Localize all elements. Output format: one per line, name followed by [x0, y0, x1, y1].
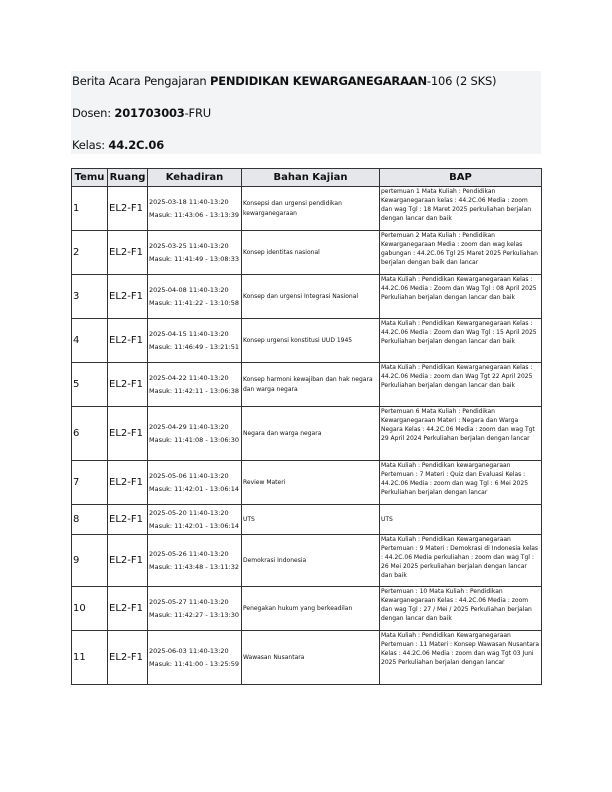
table-row — [72, 231, 542, 275]
column-header-ruang: Ruang — [108, 169, 148, 187]
lecturer-id: 201703003 — [114, 106, 185, 120]
meeting-number: 5 — [72, 363, 108, 407]
room: EL2-F1 — [108, 587, 148, 631]
schedule-time: 2025-04-08 11:40-13:20 — [149, 285, 229, 294]
schedule-time: 2025-03-25 11:40-13:20 — [149, 241, 229, 250]
report-title — [72, 74, 496, 88]
study-topic: Konsep urgensi konstitusi UUD 1945 — [242, 319, 380, 363]
attendance-cell — [148, 631, 242, 685]
room: EL2-F1 — [108, 505, 148, 535]
check-in-time: Masuk: 11:41:49 - 13:08:33 — [149, 254, 239, 263]
check-in-time: Masuk: 11:41:22 - 13:10:58 — [149, 298, 239, 307]
room: EL2-F1 — [108, 631, 148, 685]
check-in-time: Masuk: 11:42:01 - 13:06:14 — [149, 484, 239, 493]
lecturer-code: -FRU — [184, 106, 211, 120]
room: EL2-F1 — [108, 461, 148, 505]
study-topic: Konsep identitas nasional — [242, 231, 380, 275]
check-in-time: Masuk: 11:42:01 - 13:06:14 — [149, 521, 239, 530]
table-row — [72, 631, 542, 685]
bap-notes: Mata Kuliah : Pendidikan Kewarganegaraan Pertemuan : 9 Materi : Demokrasi di Indonesia kelas : 44.2C.06 Media perkuliahan : zoom dan wag Tgl : 26 Mei 2025 perkuliahan berjalan dengan lancar dan baik — [380, 535, 542, 587]
meeting-number: 10 — [72, 587, 108, 631]
check-in-time: Masuk: 11:42:11 - 13:06:38 — [149, 386, 239, 395]
study-topic: UTS — [242, 505, 380, 535]
schedule-time: 2025-05-06 11:40-13:20 — [149, 471, 229, 480]
attendance-cell — [148, 231, 242, 275]
table-row — [72, 407, 542, 461]
meeting-number: 6 — [72, 407, 108, 461]
bap-notes: Mata Kuliah : Pendidikan Kewarganegaraan Kelas : 44.2C.06 Media : Zoom dan Wag Tgl : 15 April 2025 Perkuliahan berjalan dengan lancar dan baik — [380, 319, 542, 363]
check-in-time: Masuk: 11:41:00 - 13:25:59 — [149, 659, 239, 668]
meeting-number: 3 — [72, 275, 108, 319]
meeting-number: 7 — [72, 461, 108, 505]
check-in-time: Masuk: 11:43:06 - 13:13:39 — [149, 210, 239, 219]
class-label: Kelas: — [72, 138, 109, 152]
room: EL2-F1 — [108, 407, 148, 461]
table-row — [72, 505, 542, 535]
schedule-time: 2025-05-20 11:40-13:20 — [149, 508, 229, 517]
meeting-number: 11 — [72, 631, 108, 685]
study-topic: Wawasan Nusantara — [242, 631, 380, 685]
room: EL2-F1 — [108, 363, 148, 407]
study-topic: Konsep dan urgensi Integrasi Nasional — [242, 275, 380, 319]
attendance-cell — [148, 461, 242, 505]
meeting-number: 8 — [72, 505, 108, 535]
schedule-time: 2025-05-27 11:40-13:20 — [149, 597, 229, 606]
bap-notes: Pertemuan : 10 Mata Kuliah : Pendidikan Kewarganegaraan Kelas : 44.2C.06 Media : zoom dan wag Tgl : 27 / Mei / 2025 Perkuliahan berjalan dengan lancar dan baik — [380, 587, 542, 631]
course-name: PENDIDIKAN KEWARGANEGARAAN — [209, 74, 427, 88]
check-in-time: Masuk: 11:43:48 - 13:11:32 — [149, 562, 239, 571]
meeting-number: 9 — [72, 535, 108, 587]
lecturer-line — [72, 106, 211, 120]
check-in-time: Masuk: 11:46:49 - 13:21:51 — [149, 342, 239, 351]
room: EL2-F1 — [108, 275, 148, 319]
study-topic: Demokrasi Indonesia — [242, 535, 380, 587]
room: EL2-F1 — [108, 535, 148, 587]
bap-notes: Pertemuan 2 Mata Kuliah : Pendidikan Kewarganegaraan Media : zoom dan wag kelas gabungan : 44.2C.06 Tgl 25 Maret 2025 Perkuliahan berjalan dengan baik dan lancar — [380, 231, 542, 275]
table-row — [72, 587, 542, 631]
study-topic: Review Materi — [242, 461, 380, 505]
bap-notes: Pertemuan 6 Mata Kuliah : Pendidikan Kewarganegaraan Materi : Negara dan Warga Negara Kelas : 44.2C.06 Media : zoom dan wag Tgt 29 April 2024 Perkuliahan berjalan dengan lancar — [380, 407, 542, 461]
table-row — [72, 363, 542, 407]
meeting-number: 1 — [72, 187, 108, 231]
attendance-cell — [148, 505, 242, 535]
class-line — [72, 138, 164, 152]
bap-notes: UTS — [380, 505, 542, 535]
table-row — [72, 187, 542, 231]
check-in-time: Masuk: 11:42:27 - 13:13:30 — [149, 610, 239, 619]
study-topic: Konsep harmoni kewajiban dan hak negara dan warga negara — [242, 363, 380, 407]
schedule-time: 2025-04-22 11:40-13:20 — [149, 373, 229, 382]
report-header — [71, 71, 541, 154]
schedule-time: 2025-03-18 11:40-13:20 — [149, 197, 229, 206]
room: EL2-F1 — [108, 231, 148, 275]
schedule-time: 2025-04-15 11:40-13:20 — [149, 329, 229, 338]
study-topic: Penegakan hukum yang berkeadilan — [242, 587, 380, 631]
column-header-temu: Temu — [72, 169, 108, 187]
column-header-bahan-kajian: Bahan Kajian — [242, 169, 380, 187]
lecturer-label: Dosen: — [72, 106, 115, 120]
attendance-cell — [148, 319, 242, 363]
meeting-number: 2 — [72, 231, 108, 275]
column-header-kehadiran: Kehadiran — [148, 169, 242, 187]
attendance-cell — [148, 363, 242, 407]
bap-notes: Mata Kuliah : Pendidikan Kewarganegaraan Pertemuan : 11 Materi : Konsep Wawasan Nusantara Kelas : 44.2C.06 Media : zoom dan wag Tgt 03 Juni 2025 Perkuliahan berjalan dengan lancar — [380, 631, 542, 685]
study-topic: Negara dan warga negara — [242, 407, 380, 461]
attendance-cell — [148, 275, 242, 319]
schedule-time: 2025-05-26 11:40-13:20 — [149, 549, 229, 558]
table-row — [72, 275, 542, 319]
check-in-time: Masuk: 11:41:08 - 13:06:30 — [149, 435, 239, 444]
room: EL2-F1 — [108, 187, 148, 231]
attendance-cell — [148, 535, 242, 587]
table-row — [72, 319, 542, 363]
room: EL2-F1 — [108, 319, 148, 363]
column-header-bap: BAP — [380, 169, 542, 187]
bap-notes: Mata Kuliah : Pendidikan kewarganegaraan Pertemuan : 7 Materi : Quiz dan Evaluasi Kelas : 44.2C.06 Media : zoom dan wag Tgl : 6 Mei 2025 Perkuliahan berjalan dengan lancar — [380, 461, 542, 505]
title-prefix: Berita Acara Pengajaran — [72, 74, 210, 88]
attendance-cell — [148, 587, 242, 631]
schedule-time: 2025-06-03 11:40-13:20 — [149, 646, 229, 655]
attendance-cell — [148, 407, 242, 461]
table-row — [72, 461, 542, 505]
course-code-credits: -106 (2 SKS) — [426, 74, 497, 88]
bap-notes: Mata Kuliah : Pendidikan Kewarganegaraan Kelas : 44.2C.06 Media : Zoom dan Wag Tgl : 08 April 2025 Perkuliahan berjalan dengan lancar dan baik — [380, 275, 542, 319]
bap-notes: pertemuan 1 Mata Kuliah : Pendidikan Kewarganegaraan kelas : 44.2C.06 Media : zoom dan wag Tgl : 18 Maret 2025 perkuliahan berjalan dengan lancar dan baik — [380, 187, 542, 231]
table-header-row — [72, 169, 542, 187]
schedule-time: 2025-04-29 11:40-13:20 — [149, 422, 229, 431]
study-topic: Konsepsi dan urgensi pendidikan kewarganegaraan — [242, 187, 380, 231]
attendance-table — [71, 168, 542, 685]
bap-notes: Mata Kuliah : Pendidikan Kewarganegaraan Kelas : 44.2C.06 Media : zoom dan Wag Tgt 22 April 2025 Perkuliahan berjalan dengan lancar dan baik — [380, 363, 542, 407]
class-value: 44.2C.06 — [108, 138, 165, 152]
table-row — [72, 535, 542, 587]
meeting-number: 4 — [72, 319, 108, 363]
attendance-cell — [148, 187, 242, 231]
